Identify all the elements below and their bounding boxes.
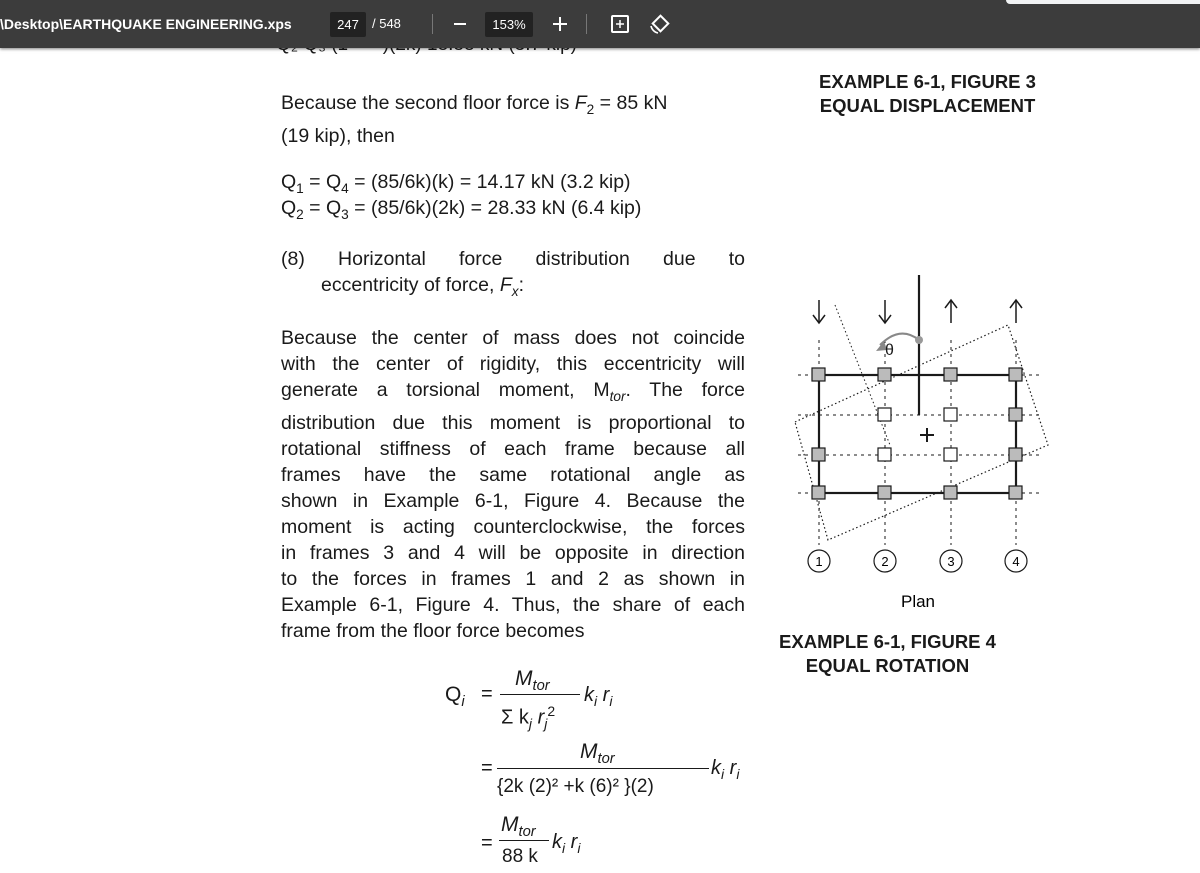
eq2-tail: $k_i$ $r_i$ [711, 757, 740, 782]
fit-page-icon[interactable] [608, 12, 632, 36]
frame-label-4 [1005, 550, 1027, 572]
zoom-level-input[interactable]: 153% [485, 12, 533, 37]
rotate-icon[interactable] [648, 12, 672, 36]
eq1-denominator: Σ $k_j$ $r_j^2$ [501, 703, 556, 732]
frame-label-2 [874, 550, 896, 572]
eq3-fraction-bar [499, 840, 549, 841]
frame-label-1 [808, 550, 830, 572]
eq2-numerator: $M_{tor}$ [580, 740, 615, 768]
eq1-numerator: $M_{tor}$ [515, 667, 550, 695]
eq3-tail: $k_i$ $r_i$ [552, 831, 581, 856]
eq3-denominator: 88 k [502, 846, 538, 867]
eq2-denominator: {2k (2)² +k (6)² }(2) [497, 776, 654, 797]
cutoff-text-line [270, 48, 750, 62]
plan-rectangle [819, 375, 1016, 493]
figure-3-caption: EXAMPLE 6-1, FIGURE 3 EQUAL DISPLACEMENT [819, 71, 1036, 116]
theta-label: θ [885, 342, 894, 359]
eq-lhs: $Q_i$ [445, 683, 465, 711]
zoom-out-icon[interactable] [448, 12, 472, 36]
paragraph-second-floor-force: Because the second floor force is $F_2 = 85$ kN (19 kip), then [281, 92, 668, 147]
eq1-tail: $k_i$ $r_i$ [584, 684, 613, 709]
svg-text:1: 1 [815, 554, 823, 569]
window-accent-bar [1006, 0, 1200, 4]
toolbar-divider [586, 14, 587, 34]
frame-label-3 [940, 550, 962, 572]
toolbar-divider [432, 14, 433, 34]
equal-rotation-diagram [780, 265, 1060, 615]
rotated-outline [795, 325, 1048, 540]
svg-text:2: 2 [881, 554, 889, 569]
eq3-numerator: $M_{tor}$ [501, 813, 536, 841]
q2-equation: $Q_2 = Q_3 = (85/6k)(2k) = 28.33$ kN (6.4 kip) [281, 197, 642, 222]
file-path-title: \Desktop\EARTHQUAKE ENGINEERING.xps [0, 16, 292, 32]
plan-label: Plan [900, 592, 936, 611]
eq2-fraction-bar [497, 768, 709, 769]
page-total: / 548 [372, 16, 401, 31]
figure-4-caption: EXAMPLE 6-1, FIGURE 4 EQUAL ROTATION [779, 631, 996, 676]
current-page-input[interactable]: 247 [330, 12, 366, 37]
step-8-heading: (8) Horizontal force distribution due to [281, 248, 745, 270]
pdf-toolbar [0, 0, 1200, 48]
eq1-fraction-bar [500, 694, 580, 695]
svg-text:3: 3 [947, 554, 955, 569]
paragraph-torsional-moment: Because the center of mass does not coincide with the center of rigidity, this eccentricity will generate a torsional moment, $M_{tor}$. The force distribution due this moment is proportional to rotational stiffness of each frame because all frames have the same rotational angle as shown in Example 6-1, Figure 4. Because the moment is acting counterclockwise, the forces in frames 3 and 4 will be opposite in direction to the forces in frames 1 and 2 as shown in Example 6-1, Figure 4. Thus, the share of each frame from the floor force becomes [281, 327, 745, 642]
zoom-in-icon[interactable] [548, 12, 572, 36]
step-8-heading-line2: eccentricity of force, $F_x$: [321, 274, 524, 299]
q1-equation: $Q_1 = Q_4 = (85/6k)(k) = 14.17$ kN (3.2 kip) [281, 171, 631, 196]
svg-text:4: 4 [1012, 554, 1020, 569]
